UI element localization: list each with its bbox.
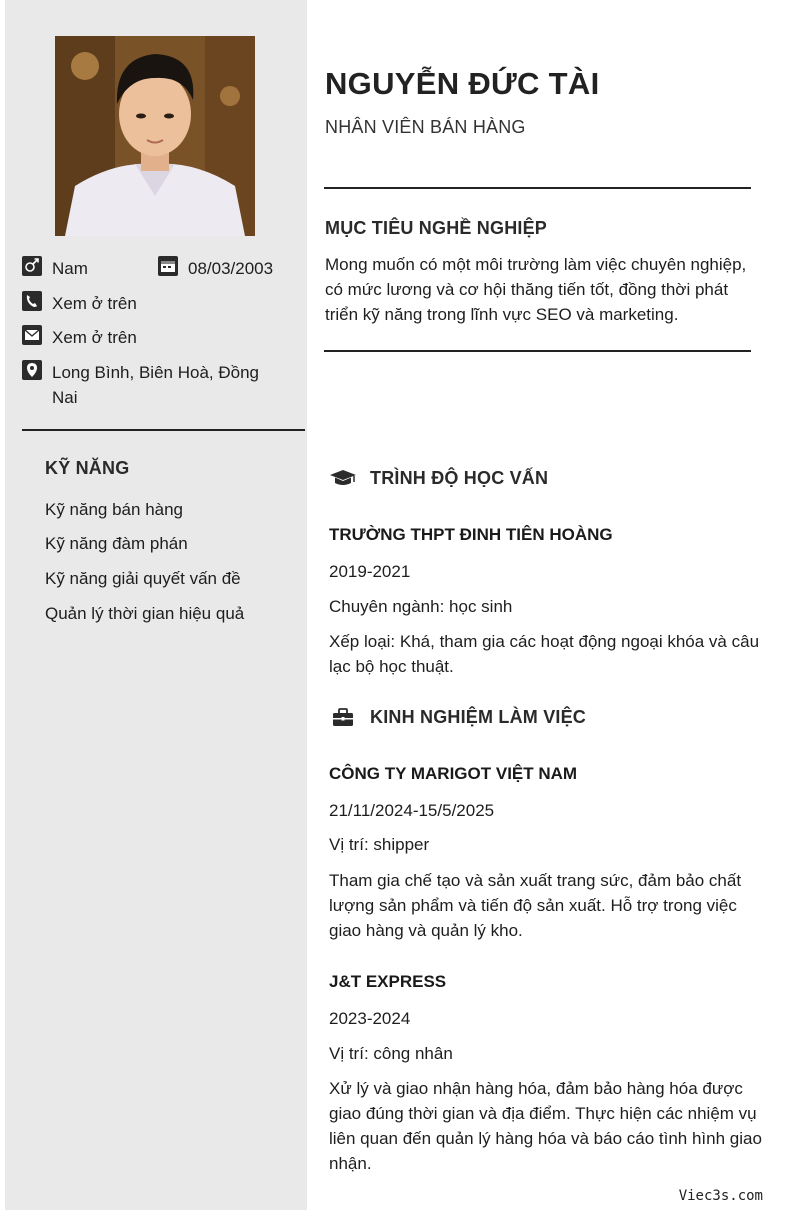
job-description: Tham gia chế tạo và sản xuất trang sức, đảm bảo chất lượng sản phẩm và tiến độ sản xuất. Hỗ trợ trong việc giao hàng và quản lý kho. [329,871,742,940]
skill-item: Kỹ năng bán hàng [45,500,184,519]
gender-value: Nam [52,259,88,278]
job-company: J&T EXPRESS [329,972,447,991]
job-position: Vị trí: công nhân [329,1044,453,1063]
education-period: 2019-2021 [329,562,411,581]
education-heading: TRÌNH ĐỘ HỌC VẤN [370,468,549,488]
location-pin-icon [22,360,42,380]
address-value: Long Bình, Biên Hoà, Đồng Nai [52,363,259,407]
job-company: CÔNG TY MARIGOT VIỆT NAM [329,764,578,783]
job-period: 21/11/2024-15/5/2025 [329,801,495,820]
education-major: Chuyên ngành: học sinh [329,597,513,616]
job-period: 2023-2024 [329,1009,411,1028]
skill-item: Kỹ năng đàm phán [45,534,188,553]
profile-photo [55,36,255,236]
calendar-icon [158,256,178,276]
watermark: Viec3s.com [678,1188,763,1204]
job-position: Vị trí: shipper [329,835,430,854]
objective-text: Mong muốn có một môi trường làm việc chuyên nghiệp, có mức lương và cơ hội thăng tiến tốt, đồng thời phát triển kỹ năng trong lĩnh vực SEO và marketing. [325,255,747,324]
sidebar-divider [22,429,305,431]
skills-heading: KỸ NĂNG [45,458,130,478]
candidate-title: NHÂN VIÊN BÁN HÀNG [325,117,526,137]
graduation-cap-icon [329,467,357,491]
skill-item: Quản lý thời gian hiệu quả [45,604,245,623]
phone-icon [22,291,42,311]
envelope-icon [22,325,42,345]
gender-icon [22,256,42,276]
header-divider [324,187,751,189]
phone-value: Xem ở trên [52,294,137,313]
objective-heading: MỤC TIÊU NGHỀ NGHIỆP [325,218,548,238]
email-value: Xem ở trên [52,328,137,347]
skill-item: Kỹ năng giải quyết vấn đề [45,569,241,588]
job-description: Xử lý và giao nhận hàng hóa, đảm bảo hàng hóa được giao đúng thời gian và địa điểm. Thực hiện các nhiệm vụ liên quan đến quản lý hàng hóa và báo cáo tình hình giao nhận. [329,1079,762,1173]
briefcase-icon [329,706,357,730]
objective-divider [324,350,751,352]
education-rating: Xếp loại: Khá, tham gia các hoạt động ngoại khóa và câu lạc bộ học thuật. [329,632,760,676]
candidate-name: NGUYỄN ĐỨC TÀI [325,66,600,101]
school-name: TRƯỜNG THPT ĐINH TIÊN HOÀNG [329,525,613,544]
experience-heading: KINH NGHIỆM LÀM VIỆC [370,707,587,727]
birthdate-value: 08/03/2003 [188,259,274,278]
